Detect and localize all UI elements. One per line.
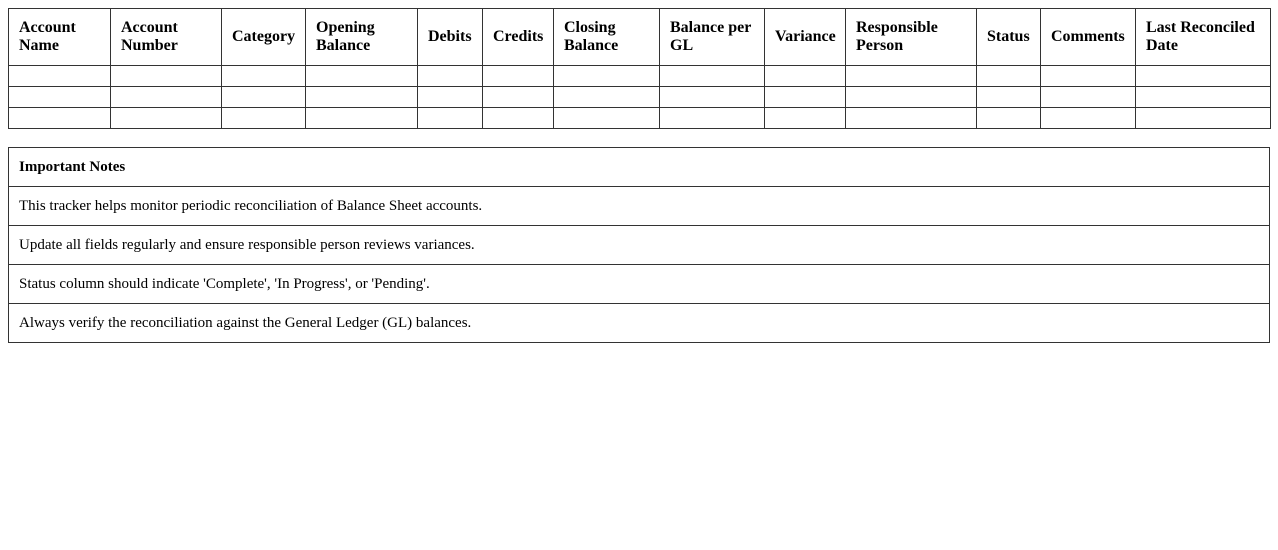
note-item: Status column should indicate 'Complete', 'In Progress', or 'Pending'. — [9, 265, 1270, 304]
cell-credits[interactable] — [483, 87, 554, 108]
column-header-last-reconciled-date: Last Reconciled Date — [1136, 9, 1271, 66]
column-header-category: Category — [222, 9, 306, 66]
note-row — [9, 304, 1270, 343]
cell-credits[interactable] — [483, 66, 554, 87]
cell-account-number[interactable] — [111, 87, 222, 108]
cell-comments[interactable] — [1041, 108, 1136, 129]
note-row — [9, 187, 1270, 226]
cell-last-reconciled-date[interactable] — [1136, 87, 1271, 108]
note-row — [9, 265, 1270, 304]
cell-account-name[interactable] — [9, 108, 111, 129]
cell-last-reconciled-date[interactable] — [1136, 66, 1271, 87]
cell-category[interactable] — [222, 108, 306, 129]
cell-category[interactable] — [222, 66, 306, 87]
table-row — [9, 87, 1271, 108]
cell-status[interactable] — [977, 87, 1041, 108]
cell-debits[interactable] — [418, 66, 483, 87]
table-row — [9, 108, 1271, 129]
cell-debits[interactable] — [418, 108, 483, 129]
column-header-responsible-person: Responsible Person — [846, 9, 977, 66]
reconciliation-tracker-table — [8, 8, 1271, 129]
cell-opening-balance[interactable] — [306, 66, 418, 87]
notes-title: Important Notes — [9, 148, 1270, 187]
column-header-comments: Comments — [1041, 9, 1136, 66]
cell-comments[interactable] — [1041, 66, 1136, 87]
cell-category[interactable] — [222, 87, 306, 108]
column-header-opening-balance: Opening Balance — [306, 9, 418, 66]
column-header-account-name: Account Name — [9, 9, 111, 66]
cell-account-number[interactable] — [111, 66, 222, 87]
table-header-row — [9, 9, 1271, 66]
cell-account-name[interactable] — [9, 66, 111, 87]
column-header-closing-balance: Closing Balance — [554, 9, 660, 66]
column-header-status: Status — [977, 9, 1041, 66]
cell-responsible-person[interactable] — [846, 108, 977, 129]
column-header-credits: Credits — [483, 9, 554, 66]
cell-responsible-person[interactable] — [846, 66, 977, 87]
cell-balance-per-gl[interactable] — [660, 66, 765, 87]
column-header-account-number: Account Number — [111, 9, 222, 66]
note-item: This tracker helps monitor periodic reconciliation of Balance Sheet accounts. — [9, 187, 1270, 226]
cell-balance-per-gl[interactable] — [660, 108, 765, 129]
note-item: Always verify the reconciliation against the General Ledger (GL) balances. — [9, 304, 1270, 343]
cell-opening-balance[interactable] — [306, 108, 418, 129]
important-notes-table — [8, 147, 1270, 343]
cell-credits[interactable] — [483, 108, 554, 129]
column-header-balance-per-gl: Balance per GL — [660, 9, 765, 66]
cell-variance[interactable] — [765, 66, 846, 87]
cell-last-reconciled-date[interactable] — [1136, 108, 1271, 129]
cell-variance[interactable] — [765, 87, 846, 108]
table-row — [9, 66, 1271, 87]
column-header-variance: Variance — [765, 9, 846, 66]
cell-account-name[interactable] — [9, 87, 111, 108]
column-header-debits: Debits — [418, 9, 483, 66]
cell-comments[interactable] — [1041, 87, 1136, 108]
cell-closing-balance[interactable] — [554, 87, 660, 108]
cell-variance[interactable] — [765, 108, 846, 129]
cell-status[interactable] — [977, 66, 1041, 87]
note-row — [9, 226, 1270, 265]
cell-status[interactable] — [977, 108, 1041, 129]
cell-account-number[interactable] — [111, 108, 222, 129]
cell-balance-per-gl[interactable] — [660, 87, 765, 108]
cell-responsible-person[interactable] — [846, 87, 977, 108]
cell-closing-balance[interactable] — [554, 108, 660, 129]
cell-debits[interactable] — [418, 87, 483, 108]
notes-title-row — [9, 148, 1270, 187]
cell-opening-balance[interactable] — [306, 87, 418, 108]
note-item: Update all fields regularly and ensure responsible person reviews variances. — [9, 226, 1270, 265]
cell-closing-balance[interactable] — [554, 66, 660, 87]
